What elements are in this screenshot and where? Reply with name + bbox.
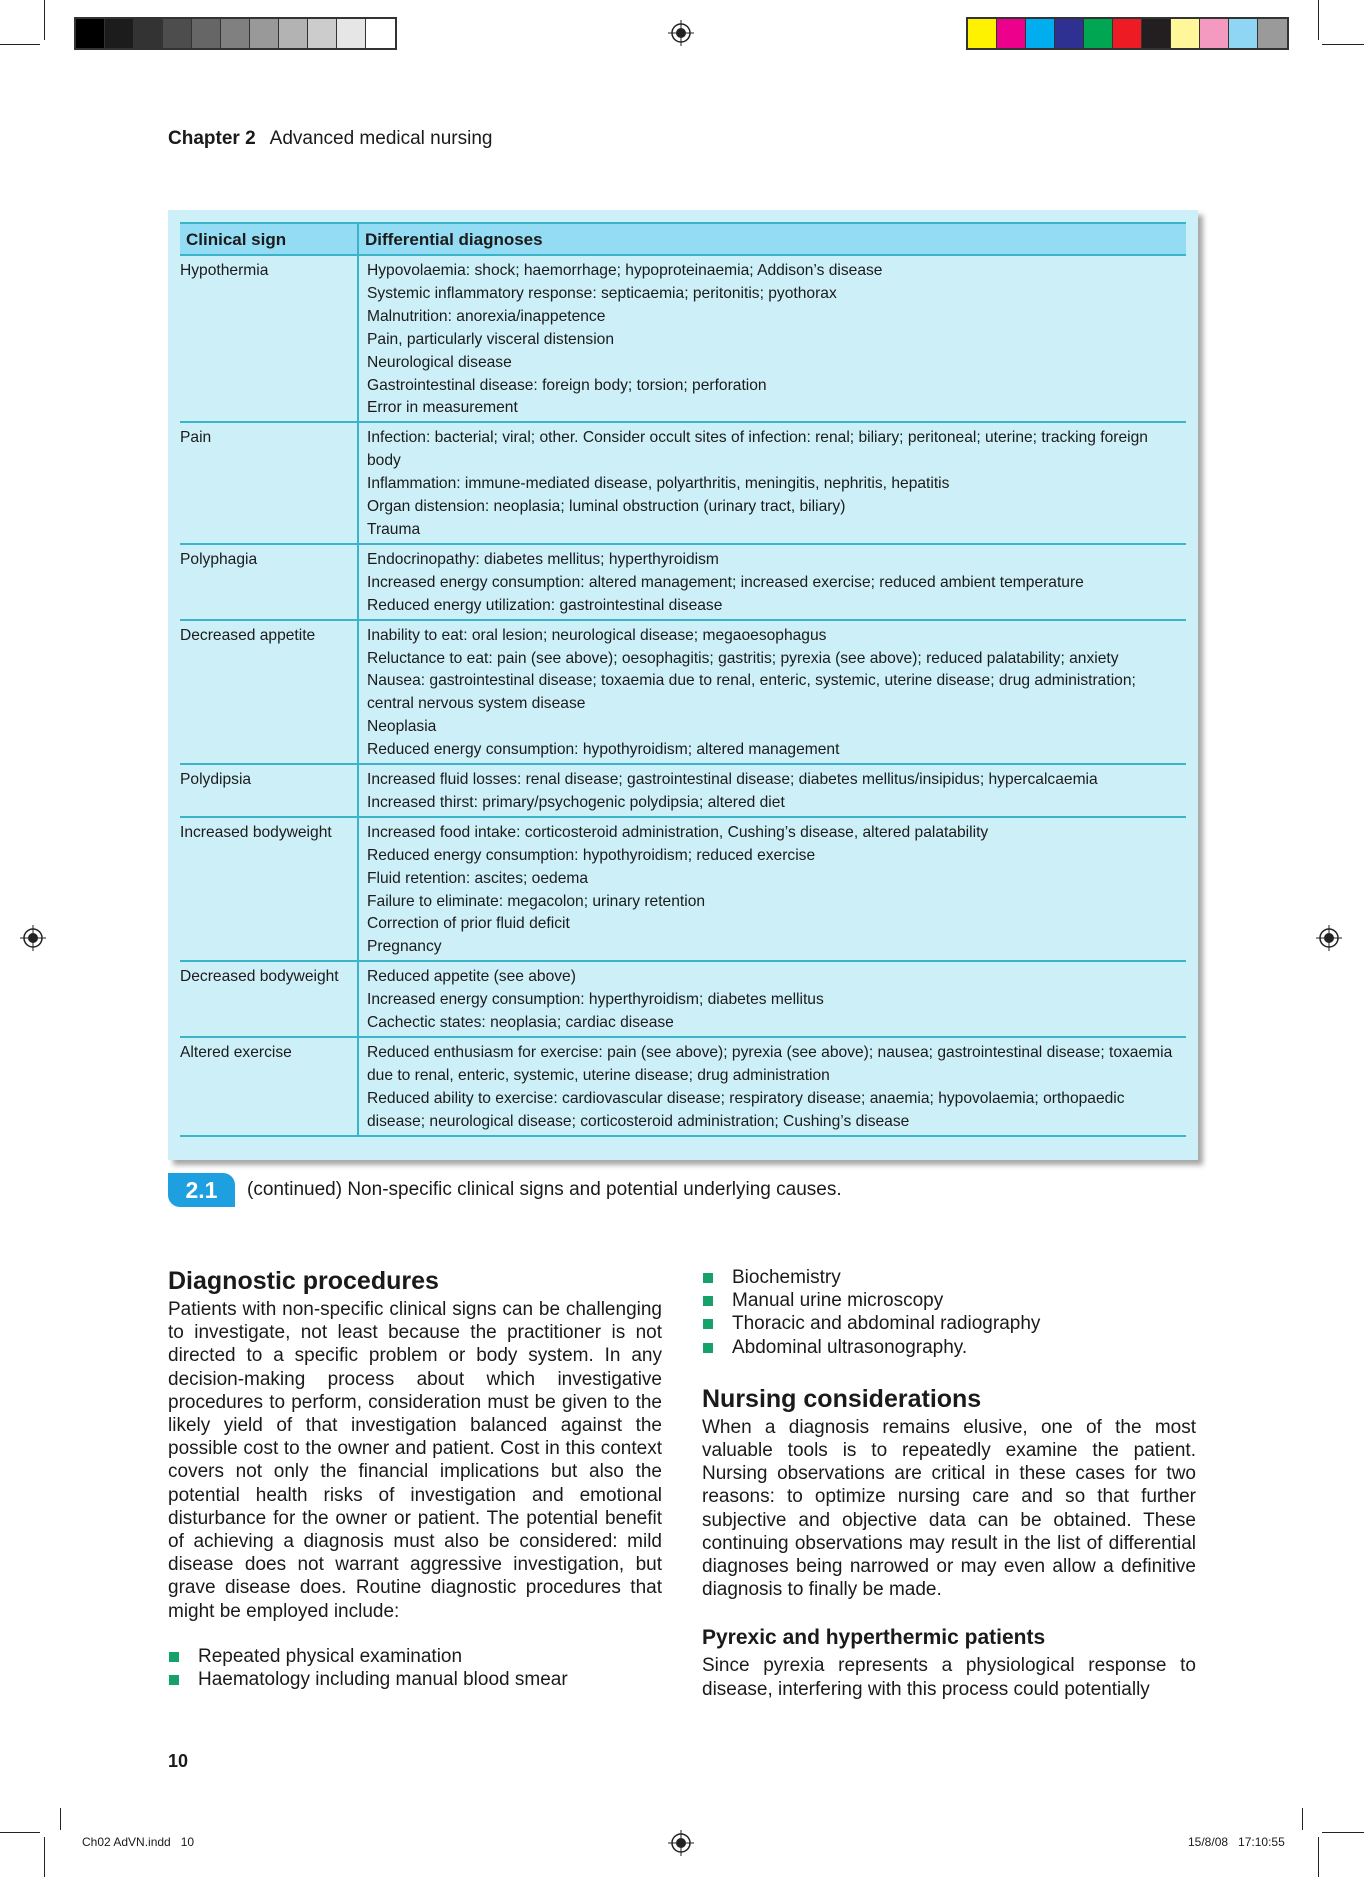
clinical-sign-cell: Decreased appetite — [180, 620, 358, 764]
diagnosis-line: Inflammation: immune-mediated disease, polyarthritis, meningitis, nephritis, hepatitis — [367, 475, 950, 493]
figure-table-box — [168, 210, 1198, 1160]
crop-mark — [1318, 0, 1319, 40]
color-swatch — [1142, 19, 1171, 48]
list-item: Manual urine microscopy — [702, 1289, 1196, 1312]
clinical-sign-cell: Polyphagia — [180, 544, 358, 620]
diagnosis-line: Reduced energy consumption: hypothyroidism; altered management — [367, 741, 840, 759]
diagnosis-line: Trauma — [367, 520, 421, 538]
figure-number-badge: 2.1 — [168, 1173, 235, 1207]
diagnosis-line: Cachectic states: neoplasia; cardiac disease — [367, 1014, 674, 1032]
crop-mark — [44, 1837, 45, 1877]
registration-mark-icon — [668, 20, 694, 46]
crop-mark — [1302, 1808, 1303, 1830]
chapter-title: Advanced medical nursing — [269, 128, 493, 149]
slug-file-name: Ch02 AdVN.indd 10 — [82, 1835, 195, 1849]
body-paragraph: Since pyrexia represents a physiological response to disease, interfering with this process could potentially — [702, 1655, 1196, 1700]
clinical-sign-cell: Pain — [180, 422, 358, 544]
color-swatch — [366, 19, 395, 48]
color-swatch — [163, 19, 192, 48]
differential-diagnoses-cell — [358, 255, 1186, 422]
diagnosis-line: Reluctance to eat: pain (see above); oesophagitis; gastritis; pyrexia (see above); reduced palatability; anxiety — [367, 649, 1119, 667]
color-swatch — [997, 19, 1026, 48]
chapter-label: Chapter 2 — [168, 128, 256, 149]
table-row — [180, 544, 1186, 620]
diagnosis-line: Organ distension: neoplasia; luminal obstruction (urinary tract, biliary) — [367, 498, 846, 516]
color-swatch — [105, 19, 134, 48]
diagnosis-line: Failure to eliminate: megacolon; urinary retention — [367, 892, 706, 910]
slug-datetime: 15/8/08 17:10:55 — [1188, 1835, 1285, 1849]
color-swatch — [337, 19, 366, 48]
diagnosis-line: Hypovolaemia: shock; haemorrhage; hypoproteinaemia; Addison’s disease — [367, 262, 883, 279]
body-paragraph: Patients with non-specific clinical signs can be challenging to investigate, not least because the practitioner is not directed to a specific problem or body system. In any decision-making process about which investigative procedures to perform, consideration must be given to the likely yield of that investigation balanced against the possible cost to the owner and patient. Cost in this context covers not only the financial implications but also the potential health risks of investigation and emotional disturbance for the owner or patient. The potential benefit of achieving a diagnosis must also be considered: mild disease does not warrant aggressive investigation, but grave disease does. Routine diagnostic procedures that might be employed include: — [168, 1299, 662, 1622]
clinical-sign-cell: Increased bodyweight — [180, 817, 358, 961]
diagnosis-line: Infection: bacterial; viral; other. Consider occult sites of infection: renal; biliary; peritoneal; uterine; tracking foreign body — [367, 429, 1148, 470]
diagnosis-line: Increased food intake: corticosteroid administration, Cushing’s disease, altered palatability — [367, 823, 989, 841]
page-number: 10 — [168, 1751, 189, 1771]
table-row — [180, 817, 1186, 961]
clinical-signs-table — [180, 222, 1186, 1137]
table-body — [180, 255, 1186, 1136]
color-swatch — [1055, 19, 1084, 48]
list-item: Haematology including manual blood smear — [168, 1668, 662, 1691]
diagnosis-line: Reduced enthusiasm for exercise: pain (see above); pyrexia (see above); nausea; gastrointestinal disease; toxaemia due to renal, enteric, systemic, uterine disease; drug administration — [367, 1044, 1173, 1084]
differential-diagnoses-cell — [358, 1037, 1186, 1136]
bullet-list — [702, 1266, 1196, 1359]
diagnosis-line: Reduced ability to exercise: cardiovascular disease; respiratory disease; anaemia; hypovolaemia; orthopaedic disease; neurological disease; corticosteroid administration; Cushing’s disease — [367, 1089, 1125, 1130]
color-swatch — [1258, 19, 1287, 48]
color-swatch — [308, 19, 337, 48]
section-heading-diagnostic-procedures: Diagnostic procedures — [168, 1267, 439, 1295]
diagnosis-line: Reduced energy consumption: hypothyroidism; reduced exercise — [367, 846, 816, 864]
diagnosis-line: Reduced appetite (see above) — [367, 968, 576, 986]
list-item: Repeated physical examination — [168, 1645, 662, 1668]
running-head — [168, 128, 493, 150]
color-swatch — [1026, 19, 1055, 48]
color-swatch — [134, 19, 163, 48]
diagnosis-line: Increased energy consumption: altered management; increased exercise; reduced ambient temperature — [367, 573, 1084, 591]
crop-mark — [1322, 44, 1364, 45]
registration-mark-icon — [668, 1830, 694, 1856]
bullet-list — [168, 1645, 662, 1691]
color-swatch — [250, 19, 279, 48]
table-row — [180, 620, 1186, 764]
registration-mark-icon — [20, 925, 46, 951]
list-item: Thoracic and abdominal radiography — [702, 1312, 1196, 1335]
clinical-sign-cell: Decreased bodyweight — [180, 961, 358, 1037]
subheading-pyrexic-patients: Pyrexic and hyperthermic patients — [702, 1626, 1046, 1650]
crop-mark — [0, 44, 40, 45]
diagnosis-line: Endocrinopathy: diabetes mellitus; hyperthyroidism — [367, 550, 719, 568]
table-row — [180, 764, 1186, 817]
crop-mark — [1318, 1837, 1319, 1877]
diagnosis-line: Malnutrition: anorexia/inappetence — [367, 307, 606, 325]
list-item: Abdominal ultrasonography. — [702, 1336, 1196, 1359]
process-color-bar — [966, 17, 1289, 50]
differential-diagnoses-cell — [358, 817, 1186, 961]
figure-caption-text: (continued) Non-specific clinical signs and potential underlying causes. — [247, 1179, 842, 1200]
diagnosis-line: Correction of prior fluid deficit — [367, 915, 570, 933]
grey-color-bar — [74, 17, 397, 50]
diagnosis-line: Reduced energy utilization: gastrointestinal disease — [367, 596, 723, 614]
color-swatch — [1229, 19, 1258, 48]
diagnosis-line: Increased energy consumption: hyperthyroidism; diabetes mellitus — [367, 991, 824, 1009]
diagnosis-line: Pregnancy — [367, 938, 442, 956]
crop-mark — [60, 1808, 61, 1830]
clinical-sign-cell: Polydipsia — [180, 764, 358, 817]
section-heading-nursing-considerations: Nursing considerations — [702, 1384, 982, 1413]
diagnosis-line: Increased fluid losses: renal disease; gastrointestinal disease; diabetes mellitus/insipidus; hypercalcaemia — [367, 771, 1098, 789]
diagnosis-line: Gastrointestinal disease: foreign body; torsion; perforation — [367, 376, 767, 394]
left-column — [168, 1266, 662, 1691]
color-swatch — [279, 19, 308, 48]
differential-diagnoses-cell — [358, 422, 1186, 544]
right-column — [702, 1266, 1196, 1701]
table-row — [180, 961, 1186, 1037]
diagnosis-line: Fluid retention: ascites; oedema — [367, 869, 589, 887]
color-swatch — [76, 19, 105, 48]
figure-caption — [168, 1173, 842, 1207]
clinical-sign-cell: Altered exercise — [180, 1037, 358, 1136]
table-row — [180, 255, 1186, 422]
differential-diagnoses-cell — [358, 620, 1186, 764]
crop-mark — [1322, 1832, 1364, 1833]
differential-diagnoses-cell — [358, 961, 1186, 1037]
column-header-differential-diagnoses: Differential diagnoses — [358, 223, 1186, 255]
crop-mark — [44, 0, 45, 40]
color-swatch — [1171, 19, 1200, 48]
diagnosis-line: Neurological disease — [367, 353, 512, 371]
clinical-sign-cell: Hypothermia — [180, 255, 358, 422]
table-header-row — [180, 223, 1186, 255]
diagnosis-line: Pain, particularly visceral distension — [367, 330, 615, 348]
diagnosis-line: Inability to eat: oral lesion; neurological disease; megaoesophagus — [367, 626, 827, 644]
crop-mark — [0, 1832, 40, 1833]
color-swatch — [192, 19, 221, 48]
diagnosis-line: Systemic inflammatory response: septicaemia; peritonitis; pyothorax — [367, 284, 837, 302]
table-row — [180, 422, 1186, 544]
table-row — [180, 1037, 1186, 1136]
column-header-clinical-sign: Clinical sign — [180, 223, 358, 255]
registration-mark-icon — [1316, 925, 1342, 951]
differential-diagnoses-cell — [358, 764, 1186, 817]
color-swatch — [1084, 19, 1113, 48]
color-swatch — [968, 19, 997, 48]
color-swatch — [1200, 19, 1229, 48]
body-paragraph: When a diagnosis remains elusive, one of the most valuable tools is to repeatedly examine the patient. Nursing observations are critical in these cases for two reasons: to optimize nursing care and so that further subjective and objective data can be obtained. These continuing observations may result in the list of differential diagnoses being narrowed or may even allow a definitive diagnosis to finally be made. — [702, 1416, 1196, 1601]
diagnosis-line: Neoplasia — [367, 718, 437, 736]
differential-diagnoses-cell — [358, 544, 1186, 620]
list-item: Biochemistry — [702, 1266, 1196, 1289]
diagnosis-line: Increased thirst: primary/psychogenic polydipsia; altered diet — [367, 793, 785, 811]
diagnosis-line: Nausea: gastrointestinal disease; toxaemia due to renal, enteric, systemic, uterine disease; drug administration; central nervous system disease — [367, 672, 1136, 713]
diagnosis-line: Error in measurement — [367, 399, 518, 417]
color-swatch — [221, 19, 250, 48]
color-swatch — [1113, 19, 1142, 48]
